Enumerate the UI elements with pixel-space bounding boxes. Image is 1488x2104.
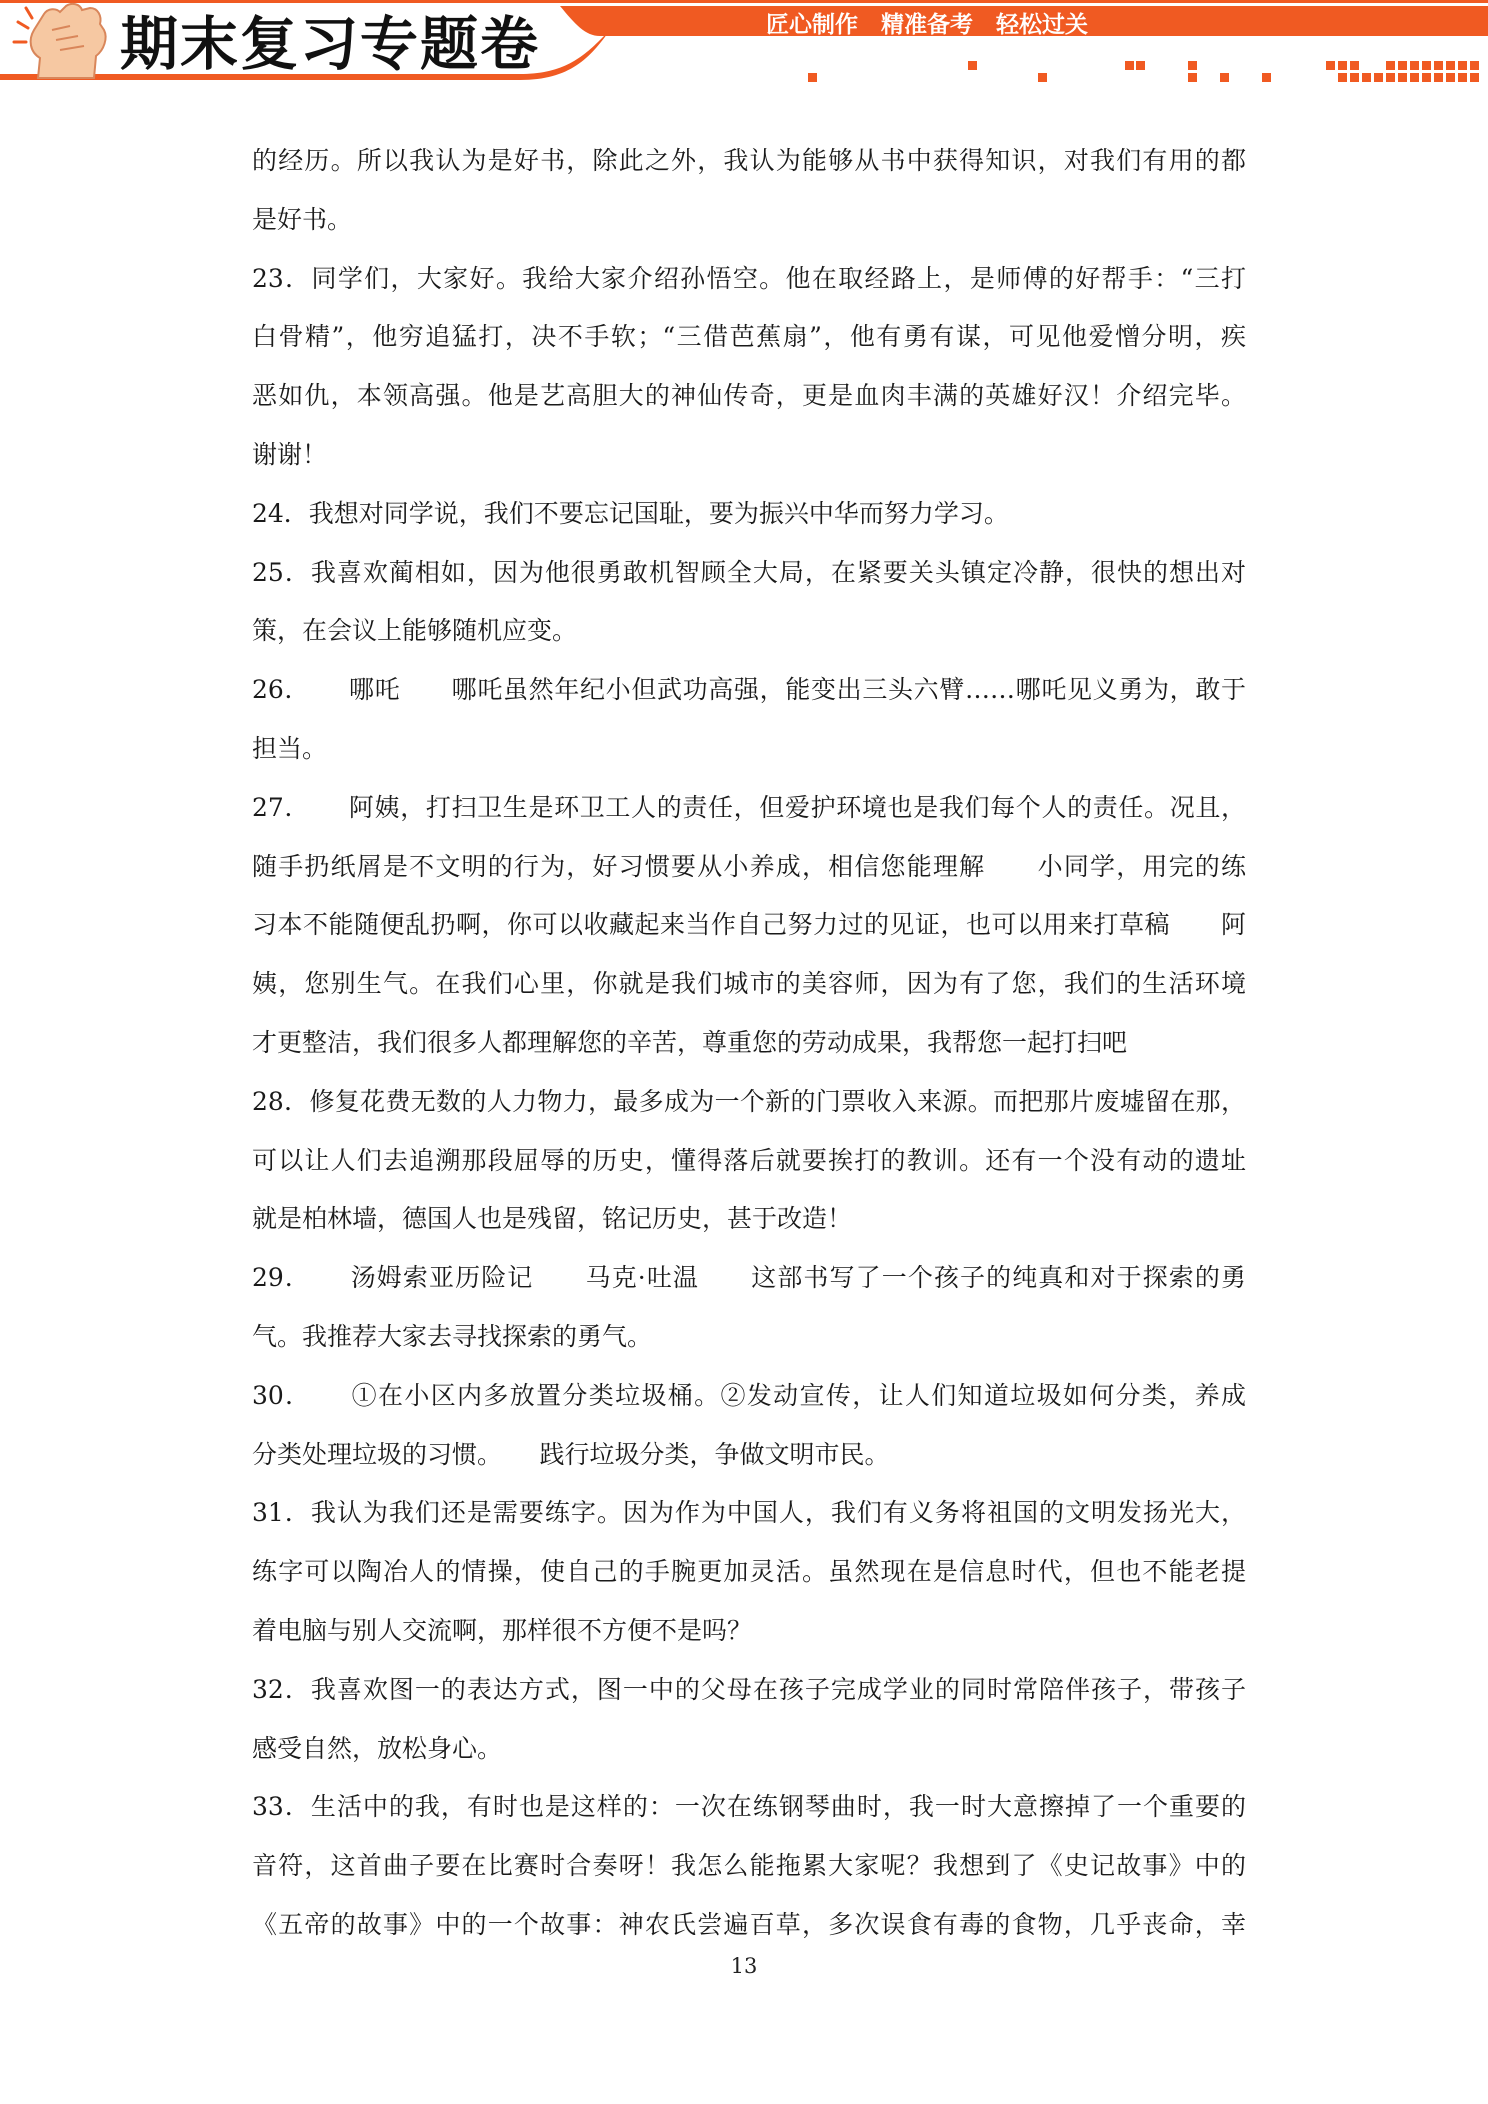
text-line: 的经历。所以我认为是好书，除此之外，我认为能够从书中获得知识，对我们有用的都 xyxy=(252,146,1246,175)
page-number: 13 xyxy=(730,1954,758,1978)
text-line: 25．我喜欢蔺相如，因为他很勇敢机智顾全大局，在紧要关头镇定冷静，很快的想出对 xyxy=(252,557,1246,587)
text-line: 气。我推荐大家去寻找探索的勇气。 xyxy=(252,1321,653,1351)
text-line: 27． 阿姨，打扫卫生是环卫工人的责任，但爱护环境也是我们每个人的责任。况且， xyxy=(252,792,1246,822)
text-line: 练字可以陶冶人的情操，使自己的手腕更加灵活。虽然现在是信息时代，但也不能老提 xyxy=(252,1557,1246,1587)
text-line: 随手扔纸屑是不文明的行为，好习惯要从小养成，相信您能理解 小同学，用完的练 xyxy=(252,851,1246,881)
header-top-line xyxy=(0,0,1488,3)
text-line: 26． 哪吒 哪吒虽然年纪小但武功高强，能变出三头六臂……哪吒见义勇为，敢于 xyxy=(252,675,1246,705)
text-line: 音符，这首曲子要在比赛时合奏呀！我怎么能拖累大家呢？我想到了《史记故事》中的 xyxy=(252,1851,1246,1881)
text-line: 谢谢！ xyxy=(252,439,328,469)
text-line: 31．我认为我们还是需要练字。因为作为中国人，我们有义务将祖国的文明发扬光大， xyxy=(252,1498,1246,1528)
text-line: 24．我想对同学说，我们不要忘记国耻，要为振兴中华而努力学习。 xyxy=(252,498,1009,528)
text-line: 策，在会议上能够随机应变。 xyxy=(252,616,578,646)
text-line: 分类处理垃圾的习惯。 践行垃圾分类，争做文明市民。 xyxy=(252,1439,890,1469)
text-line: 就是柏林墙，德国人也是残留，铭记历史，甚于改造！ xyxy=(252,1204,853,1234)
text-line: 着电脑与别人交流啊，那样很不方便不是吗？ xyxy=(252,1615,753,1645)
text-line: 白骨精”，他穷追猛打，决不手软；“三借芭蕉扇”，他有勇有谋，可见他爱憎分明，疾 xyxy=(252,322,1246,352)
text-line: 习本不能随便乱扔啊，你可以收藏起来当作自己努力过的见证，也可以用来打草稿 阿 xyxy=(252,910,1246,940)
answer-text-body xyxy=(252,132,1246,1955)
text-line: 23．同学们，大家好。我给大家介绍孙悟空。他在取经路上，是师傅的好帮手：“三打 xyxy=(252,263,1246,293)
text-line: 可以让人们去追溯那段屈辱的历史，懂得落后就要挨打的教训。还有一个没有动的遗址 xyxy=(252,1145,1246,1175)
text-line: 感受自然，放松身心。 xyxy=(252,1733,503,1763)
text-line: 33．生活中的我，有时也是这样的：一次在练钢琴曲时，我一时大意擦掉了一个重要的 xyxy=(252,1792,1246,1822)
text-line: 担当。 xyxy=(252,733,328,763)
text-line: 恶如仇，本领高强。他是艺高胆大的神仙传奇，更是血肉丰满的英雄好汉！介绍完毕。 xyxy=(252,381,1246,411)
text-line: 是好书。 xyxy=(252,204,353,234)
text-line: 29． 汤姆索亚历险记 马克·吐温 这部书写了一个孩子的纯真和对于探索的勇 xyxy=(252,1263,1246,1293)
text-line: 30． ①在小区内多放置分类垃圾桶。②发动宣传，让人们知道垃圾如何分类，养成 xyxy=(252,1380,1246,1410)
header-title: 期末复习专题卷 xyxy=(120,10,541,78)
header-slogan: 匠心制作 精准备考 轻松过关 xyxy=(766,12,1088,38)
text-line: 姨，您别生气。在我们心里，你就是我们城市的美容师，因为有了您，我们的生活环境 xyxy=(252,969,1246,999)
text-line: 28．修复花费无数的人力物力，最多成为一个新的门票收入来源。而把那片废墟留在那， xyxy=(252,1086,1246,1116)
text-line: 才更整洁，我们很多人都理解您的辛苦，尊重您的劳动成果，我帮您一起打扫吧 xyxy=(252,1027,1128,1057)
header-decor-squares xyxy=(808,61,1479,82)
page-header xyxy=(0,0,1488,100)
text-line: 《五帝的故事》中的一个故事：神农氏尝遍百草，多次误食有毒的食物，几乎丧命，幸 xyxy=(252,1909,1246,1939)
text-line: 32．我喜欢图一的表达方式，图一中的父母在孩子完成学业的同时常陪伴孩子，带孩子 xyxy=(252,1674,1246,1704)
